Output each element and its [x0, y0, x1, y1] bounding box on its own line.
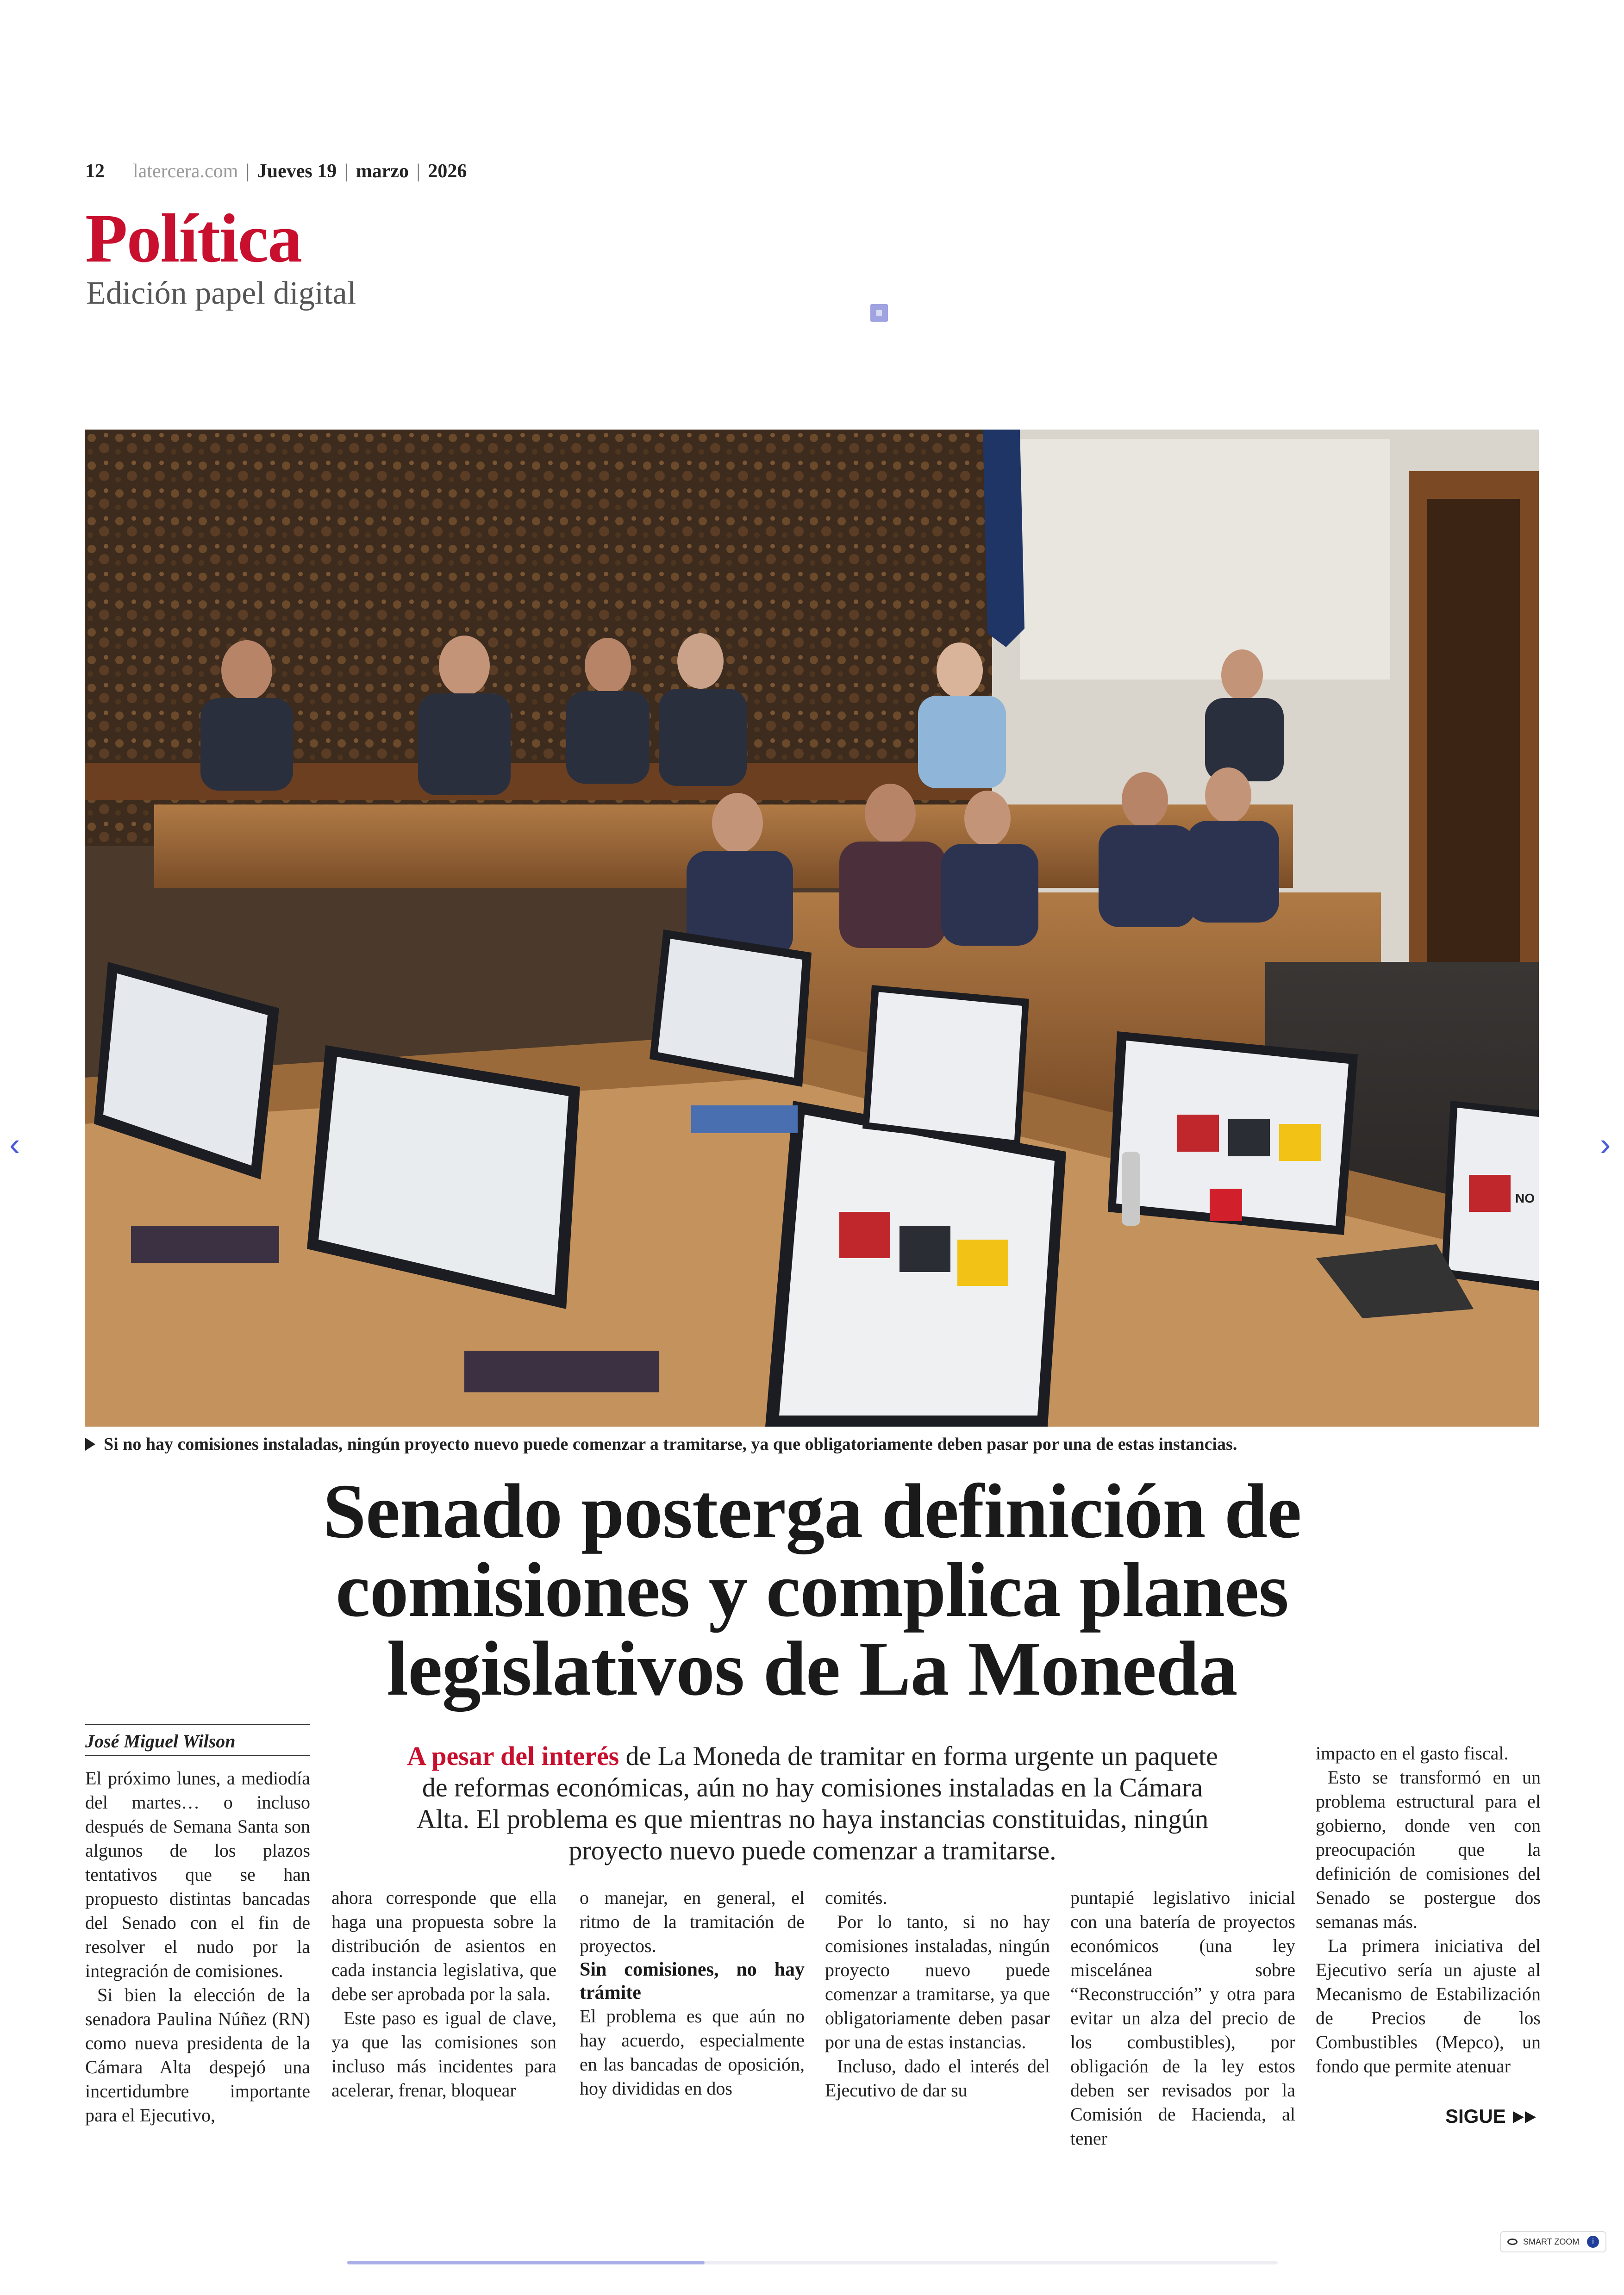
page-number: 12 [85, 161, 105, 182]
article-column-3: o manejar, en general, el ritmo de la tramitación de proyectos. Sin comisiones, no hay trámite El problema es que aún no hay acuerdo, especialmente en las bancadas de oposición, hoy divididas en dos [580, 1887, 805, 2099]
byline-rule-bottom [85, 1755, 310, 1756]
lead-highlight: A pesar del interés [407, 1741, 619, 1771]
issue-day: Jueves 19 [257, 161, 337, 182]
smart-zoom-label: SMART ZOOM [1523, 2237, 1580, 2246]
smart-zoom-button[interactable] [1500, 2231, 1606, 2252]
byline: José Miguel Wilson [85, 1731, 236, 1752]
site-name: latercera.com [133, 161, 238, 182]
continue-marker: SIGUE [1445, 2105, 1538, 2127]
column-subhead: Sin comisiones, no hay trámite [580, 1959, 805, 2003]
next-page-button[interactable]: › [1600, 1126, 1611, 1162]
page-progress-fill [347, 2261, 705, 2264]
prev-page-button[interactable]: ‹ [9, 1126, 20, 1162]
article-column-5: puntapié legislativo inicial con una batería de proyectos económicos (una ley miscelánea sobre “Reconstrucción” y otra para evitar un alza del precio de los combustibles), por obligación de la ley estos deben ser revisados por la Comisión de Hacienda, al tener [1070, 1887, 1295, 2149]
headline-line: Senado posterga definición de [323, 1468, 1301, 1554]
article-column-1: El próximo lunes, a mediodía del martes… o incluso después de Semana Santa son algunos de los plazos tentativos que se han propuesto distintas bancadas del Senado con el fin de resolver el nudo por la integración de comisiones. Si bien la elección de la senadora Paulina Núñez (RN) como nueva presidenta de la Cámara Alta despejó una incertidumbre importante para el Ejecutivo, [85, 1768, 310, 2126]
caption-triangle-icon [85, 1438, 95, 1451]
senate-chamber-photo [85, 430, 1539, 1427]
article-lead [398, 1740, 1227, 1866]
page-marker-icon[interactable] [870, 304, 888, 322]
edition-label: Edición papel digital [86, 275, 356, 311]
article-headline [139, 1468, 1485, 1712]
section-title: Política [85, 200, 302, 277]
lead-text: de La Moneda de tramitar en forma urgente un paquete de reformas económicas, aún no hay comisiones instaladas en la Cámara Alta. El problema es que mientras no haya instancias constituidas, ningún proyecto nuevo puede comenzar a tramitarse. [416, 1741, 1218, 1865]
byline-rule-top [85, 1724, 310, 1725]
screen-no-label: NO [1515, 1191, 1535, 1205]
eye-icon [1507, 2239, 1518, 2245]
article-column-2: ahora corresponde que ella haga una propuesta sobre la distribución de asientos en cada instancia legislativa, que debe ser aprobada por la sala. Este paso es igual de clave, ya que las comisiones son incluso más incidentes para acelerar, frenar, bloquear [331, 1887, 556, 2101]
headline-line: legislativos de La Moneda [387, 1626, 1237, 1712]
headline-line: comisiones y complica planes [336, 1547, 1288, 1633]
double-play-icon [1511, 2110, 1538, 2124]
issue-month: marzo [356, 161, 409, 182]
issue-year: 2026 [428, 161, 467, 182]
info-icon[interactable]: i [1587, 2236, 1599, 2248]
photo-caption: Si no hay comisiones instaladas, ningún proyecto nuevo puede comenzar a tramitarse, ya que obligatoriamente deben pasar por una de estas instancias. [85, 1434, 1237, 1454]
article-column-6: impacto en el gasto fiscal. Esto se transformó en un problema estructural para el gobierno, donde ven con preocupación que la definición de comisiones del Senado se postergue dos semanas más. La primera iniciativa del Ejecutivo sería un ajuste al Mecanismo de Estabilización de Precios de los Combustibles (Mepco), un fondo que permite atenuar [1316, 1743, 1541, 2077]
article-column-4: comités. Por lo tanto, si no hay comisiones instaladas, ningún proyecto nuevo puede comenzar a tramitarse, ya que obligatoriamente deben pasar por una de estas instancias. Incluso, dado el interés del Ejecutivo de dar su [825, 1887, 1050, 2101]
folio-line: 12 latercera.com | Jueves 19 | marzo | 2026 [85, 161, 467, 182]
